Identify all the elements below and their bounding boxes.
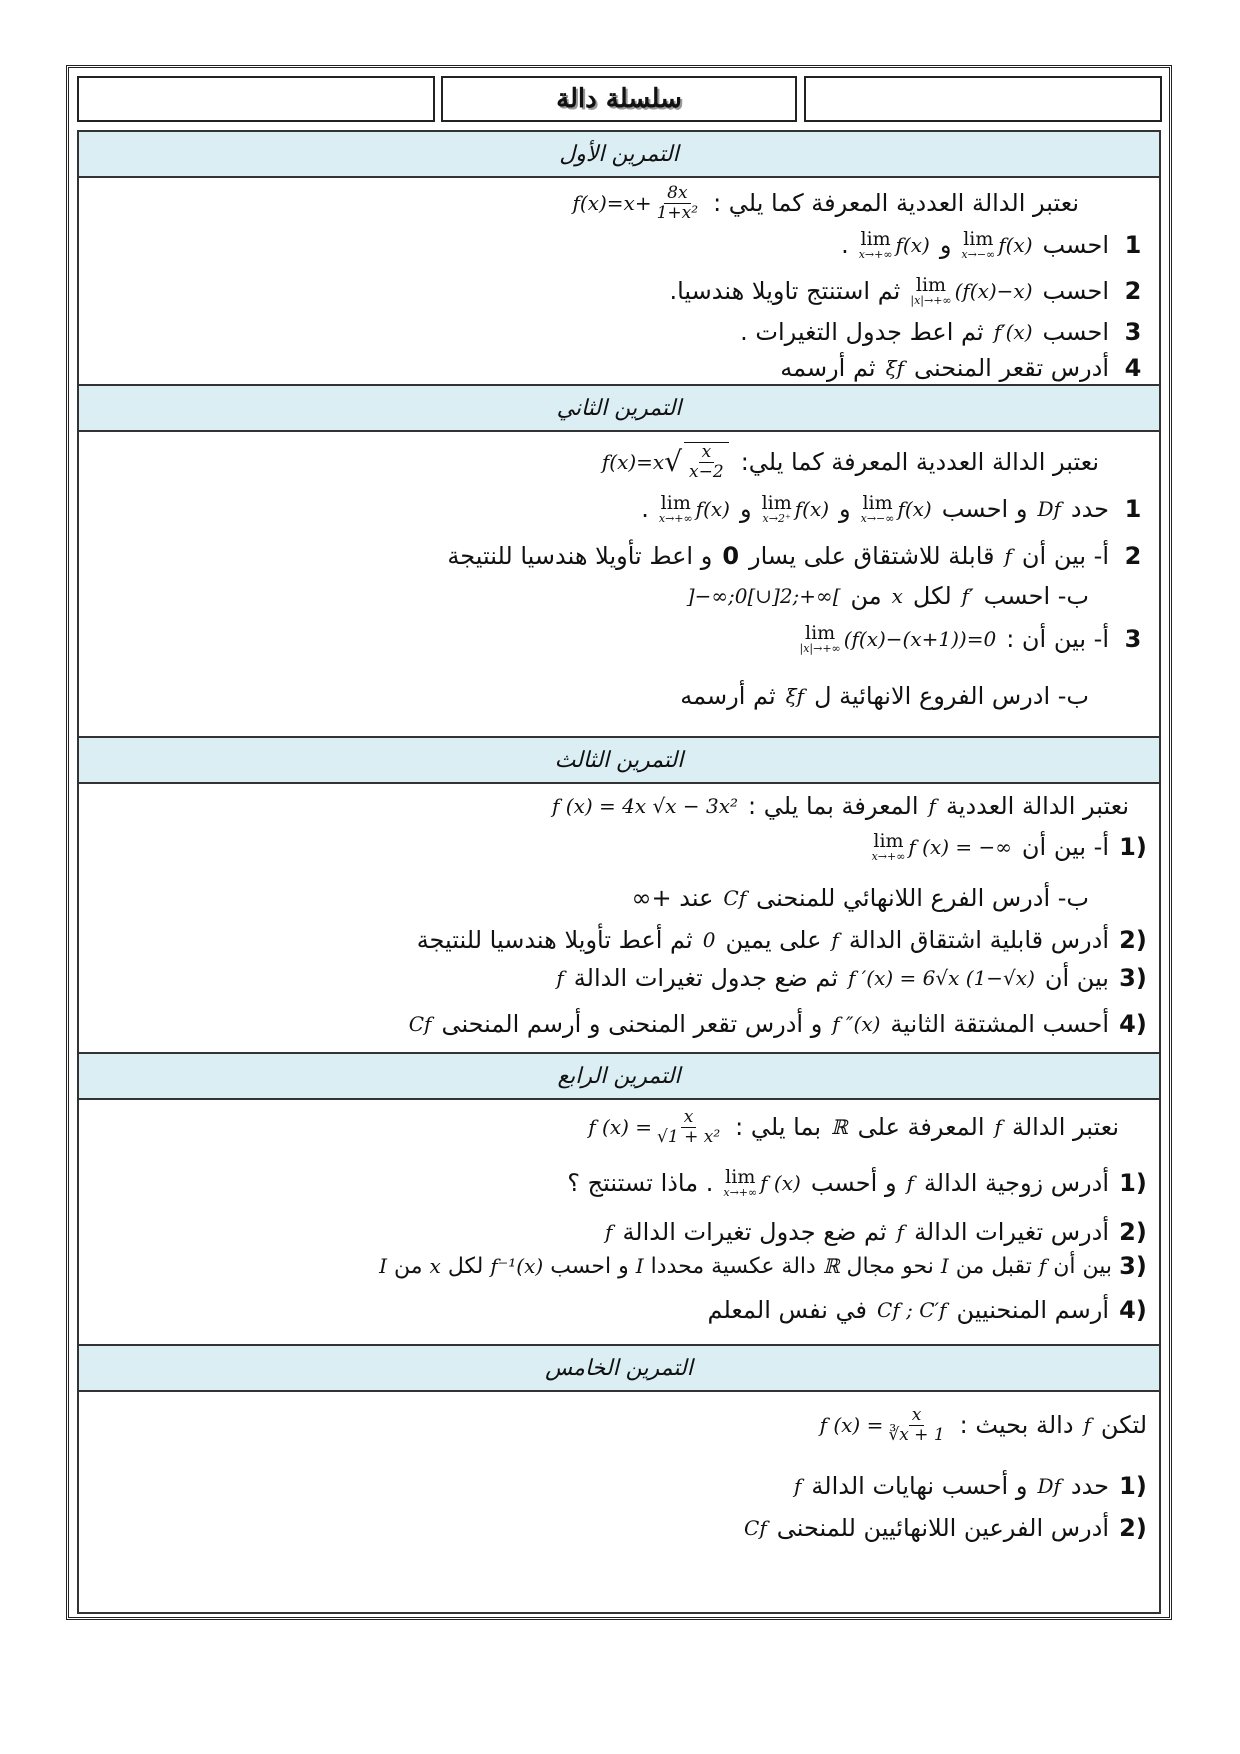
ex1-q4: 4 أدرس تقعر المنحنى ξf ثم أرسمه (780, 354, 1142, 382)
exercise-4-body (77, 1100, 1161, 1344)
exercise-3-body (77, 784, 1161, 1052)
ex1-q2: 2 احسب lim |x|→+∞ (f(x)−x) ثم استنتج تاويلا هندسيا. (669, 274, 1142, 307)
exercise-4-title-band (77, 1052, 1161, 1100)
ex4-q4: 4) أرسم المنحنيين Cf ; C′f في نفس المعلم (707, 1296, 1147, 1324)
ex5-intro: لتكن f دالة بحيث : f (x) = $\frac{x}{∛x + 1}$ (819, 1405, 1147, 1445)
ex5-q1: 1) حدد Df و أحسب نهايات الدالة f (794, 1472, 1147, 1500)
exercise-5-body (77, 1392, 1161, 1614)
exercise-5-title: التمرين الخامس (545, 1355, 693, 1381)
ex3-intro: نعتبر الدالة العددية f المعرفة بما يلي : f (x) = 4x √x − 3x² (552, 792, 1129, 820)
ex1-q1: 1 احسب lim x→−∞ f(x) و lim x→+∞ f(x) . (841, 228, 1142, 261)
page-frame (66, 65, 1172, 1620)
ex5-q2: 2) أدرس الفرعين اللانهائيين للمنحنى Cf (744, 1514, 1147, 1542)
ex2-q2a: 2 أ- بين أن f قابلة للاشتقاق على يسار 0 و اعط تأويلا هندسيا للنتيجة (447, 542, 1142, 570)
exercise-2-title: التمرين الثاني (556, 395, 682, 421)
exercise-2-body (77, 432, 1161, 736)
ex1-q3: 3 احسب f′(x) ثم اعط جدول التغيرات . (740, 318, 1142, 346)
ex3-q3: 3) بين أن f ′(x) = 6√x (1−√x) ثم ضع جدول تغيرات الدالة f (556, 964, 1147, 992)
ex2-q3a: 3 أ- بين أن : lim |x|→+∞ (f(x)−(x+1))=0 (799, 622, 1142, 655)
ex2-q2b: ب- احسب f′ لكل x من ]−∞;0[∪]2;+∞[ (686, 582, 1089, 610)
ex4-q2: 2) أدرس تغيرات الدالة f ثم ضع جدول تغيرات الدالة f (605, 1218, 1147, 1246)
header-center-box (441, 76, 797, 122)
ex4-q3: 3) بين أن f تقبل من I نحو مجال ℝ دالة عكسية محددا I و احسب f⁻¹(x) لكل x من I (379, 1252, 1147, 1280)
ex3-q4: 4) أحسب المشتقة الثانية f ″(x) و أدرس تقعر المنحنى و أرسم المنحنى Cf (408, 1010, 1147, 1038)
ex3-q2: 2) أدرس قابلية اشتقاق الدالة f على يمين 0 ثم أعط تأويلا هندسيا للنتيجة (416, 926, 1147, 954)
ex4-q1: 1) أدرس زوجية الدالة f و أحسب lim x→+∞ f (x) . ماذا تستنتج ؟ (567, 1166, 1147, 1199)
header-right-box (804, 76, 1162, 122)
exercise-1-title-band (77, 130, 1161, 178)
exercise-3-title-band (77, 736, 1161, 784)
exercise-4-title: التمرين الرابع (557, 1063, 681, 1089)
exercise-2-title-band (77, 384, 1161, 432)
ex4-intro: نعتبر الدالة f المعرفة على ℝ بما يلي : f (x) = $\frac{x}{\text{√1 + x²}}$ (588, 1107, 1119, 1147)
exercise-3-title: التمرين الثالث (554, 747, 684, 773)
ex3-q1b: ب- أدرس الفرع اللانهائي للمنحنى Cf عند +∞ (631, 884, 1089, 912)
ex3-q1a: 1) أ- بين أن lim x→+∞ f (x) = −∞ (871, 830, 1147, 863)
header-left-box (77, 76, 435, 122)
ex2-intro: نعتبر الدالة العددية المعرفة كما يلي: f(x)=x √ $\frac{x}{x-2}$ (601, 442, 1099, 482)
ex2-q1: 1 حدد Df و احسب lim x→−∞ f(x) و lim x→2⁺ f(x) و lim x→+∞ f(x) . (641, 492, 1142, 525)
ex1-intro: نعتبر الدالة العددية المعرفة كما يلي : f(x)=x+ $\frac{8x}{\text{1+x²}}$ (572, 183, 1079, 223)
ex2-q3b: ب- ادرس الفروع الانهائية ل ξf ثم أرسمه (680, 682, 1089, 710)
exercise-5-title-band (77, 1344, 1161, 1392)
exercise-1-body (77, 178, 1161, 384)
page-title: سلسلة دالة (556, 84, 682, 114)
exercise-1-title: التمرين الأول (559, 141, 679, 167)
